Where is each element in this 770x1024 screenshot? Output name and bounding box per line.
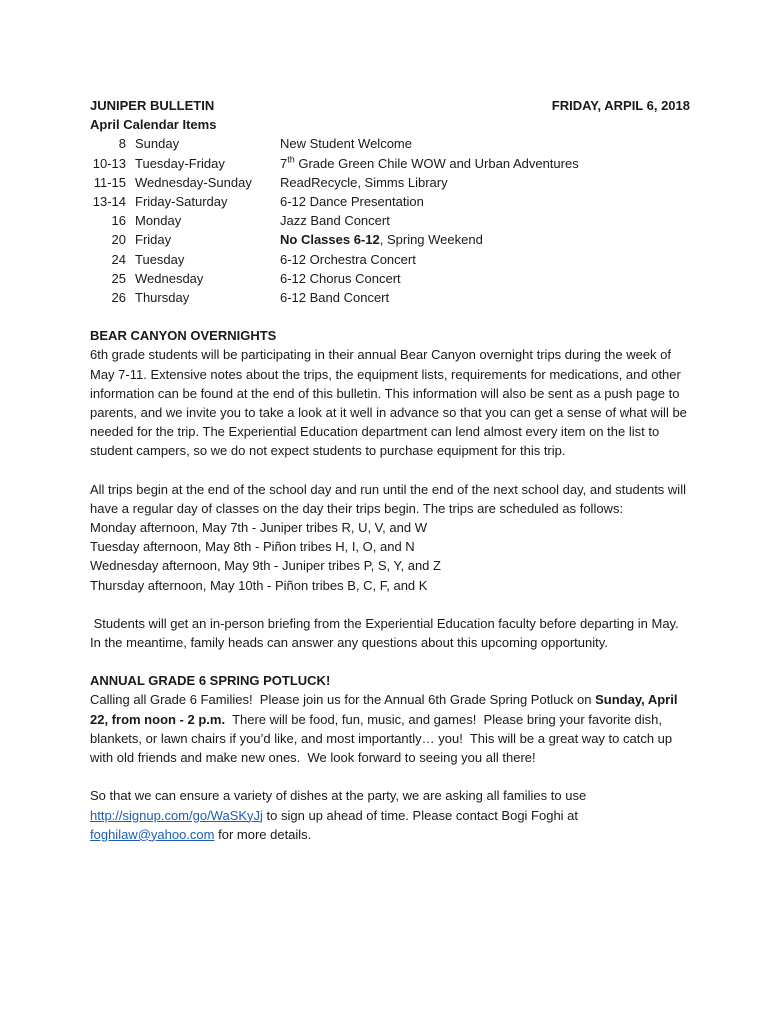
- bear-canyon-paragraph: All trips begin at the end of the school day and run until the end of the next school day, and students will have a regular day of classes on the day their trips begin. The trips are scheduled as follows:: [90, 481, 686, 516]
- bulletin-title: JUNIPER BULLETIN: [90, 98, 215, 113]
- calendar-row: [90, 173, 690, 192]
- calendar-event: ReadRecycle, Simms Library: [280, 174, 448, 190]
- bulletin-page: [90, 96, 690, 844]
- signup-middle: to sign up ahead of time. Please contact Bogi Foghi at: [262, 807, 579, 823]
- calendar-row: [90, 230, 690, 249]
- calendar-heading: April Calendar Items: [90, 117, 217, 133]
- calendar-day: Friday: [135, 232, 172, 248]
- calendar-date: 20: [111, 232, 126, 248]
- signup-link[interactable]: http://signup.com/go/WaSKyJj: [90, 807, 263, 823]
- calendar-row: [90, 154, 690, 173]
- calendar-date: 16: [111, 213, 126, 229]
- trip-schedule: [90, 518, 690, 595]
- trip-schedule-item: Tuesday afternoon, May 8th - Piñon tribes H, I, O, and N: [90, 539, 415, 555]
- calendar-row: [90, 288, 690, 307]
- potluck-intro: Calling all Grade 6 Families! Please join us for the Annual 6th Grade Spring Potluck on: [90, 692, 596, 708]
- bear-canyon-paragraph: Students will get an in-person briefing from the Experiential Education faculty before departing in May. In the meantime, family heads can answer any questions about this upcoming opportunity.: [90, 615, 683, 651]
- calendar-event: 6-12 Orchestra Concert: [280, 251, 416, 267]
- calendar-row: [90, 211, 690, 230]
- calendar-date: 25: [111, 270, 126, 286]
- calendar-row: [90, 250, 690, 269]
- calendar-event: 6-12 Dance Presentation: [280, 194, 424, 210]
- bear-canyon-paragraph: 6th grade students will be participating in their annual Bear Canyon overnight trips during the week of May 7-11. Extensive notes about the trips, the equipment lists, requirements for medications, and other information can be found at the end of this bulletin. This information will also be sent as a push page to parents, and we invite you to take a look at it well in advance so that you can get a sense of what will be needed for the trip. The Experiential Education department can lend almost every item on the list to student campers, so we do not expect students to purchase equipment for this trip.: [90, 347, 687, 459]
- calendar-event: Jazz Band Concert: [280, 213, 390, 229]
- calendar-event: 6-12 Chorus Concert: [280, 270, 401, 286]
- calendar-event-ordinal: 7: [280, 155, 288, 171]
- calendar-event: [280, 230, 690, 249]
- trip-schedule-item: Wednesday afternoon, May 9th - Juniper tribes P, S, Y, and Z: [90, 558, 441, 574]
- calendar-event-ordinal-suffix: th: [287, 154, 295, 165]
- calendar-event-emphasis: No Classes 6-12: [280, 232, 380, 248]
- signup-intro: So that we can ensure a variety of dishes at the party, we are asking all families to use: [90, 788, 587, 804]
- calendar-date: 8: [118, 136, 126, 152]
- trip-schedule-item: Thursday afternoon, May 10th - Piñon tribes B, C, F, and K: [90, 577, 428, 593]
- calendar-day: Thursday: [135, 290, 190, 306]
- calendar-day: Friday-Saturday: [135, 194, 228, 210]
- signup-end: for more details.: [214, 826, 312, 842]
- calendar-list: [90, 134, 690, 307]
- bulletin-date: FRIDAY, ARPIL 6, 2018: [551, 98, 690, 113]
- calendar-day: Sunday: [135, 136, 180, 152]
- calendar-row: [90, 269, 690, 288]
- calendar-event-text: , Spring Weekend: [379, 232, 483, 248]
- calendar-date: 10-13: [92, 155, 126, 171]
- bear-canyon-heading: BEAR CANYON OVERNIGHTS: [90, 328, 277, 344]
- calendar-day: Wednesday: [135, 270, 204, 286]
- calendar-event: New Student Welcome: [280, 136, 412, 152]
- potluck-when: Sunday, April 22, from noon - 2 p.m.: [90, 692, 682, 727]
- calendar-day: Wednesday-Sunday: [135, 174, 252, 190]
- trip-schedule-item: Monday afternoon, May 7th - Juniper tribes R, U, V, and W: [90, 520, 427, 536]
- calendar-date: 11-15: [93, 174, 126, 190]
- calendar-row: [90, 192, 690, 211]
- calendar-day: Tuesday: [135, 251, 185, 267]
- calendar-event-text: Grade Green Chile WOW and Urban Adventures: [294, 155, 579, 171]
- potluck-details: There will be food, fun, music, and games! Please bring your favorite dish, blankets, or lawn chairs if you’d like, and most importantly… you! This will be a great way to catch up with old friends and make new ones. We look forward to seeing you all there!: [90, 711, 676, 766]
- calendar-event: 6-12 Band Concert: [280, 290, 390, 306]
- calendar-date: 26: [111, 290, 126, 306]
- calendar-date: 24: [111, 251, 126, 267]
- signup-paragraph: [90, 786, 690, 844]
- calendar-event: [280, 154, 690, 173]
- calendar-day: Monday: [135, 213, 182, 229]
- calendar-row: [90, 134, 690, 153]
- bulletin-header: [90, 96, 690, 115]
- email-link[interactable]: foghilaw@yahoo.com: [90, 826, 215, 842]
- calendar-day: Tuesday-Friday: [135, 155, 225, 171]
- potluck-paragraph: [90, 690, 690, 767]
- potluck-heading: ANNUAL GRADE 6 SPRING POTLUCK!: [90, 673, 331, 689]
- calendar-date: 13-14: [92, 194, 126, 210]
